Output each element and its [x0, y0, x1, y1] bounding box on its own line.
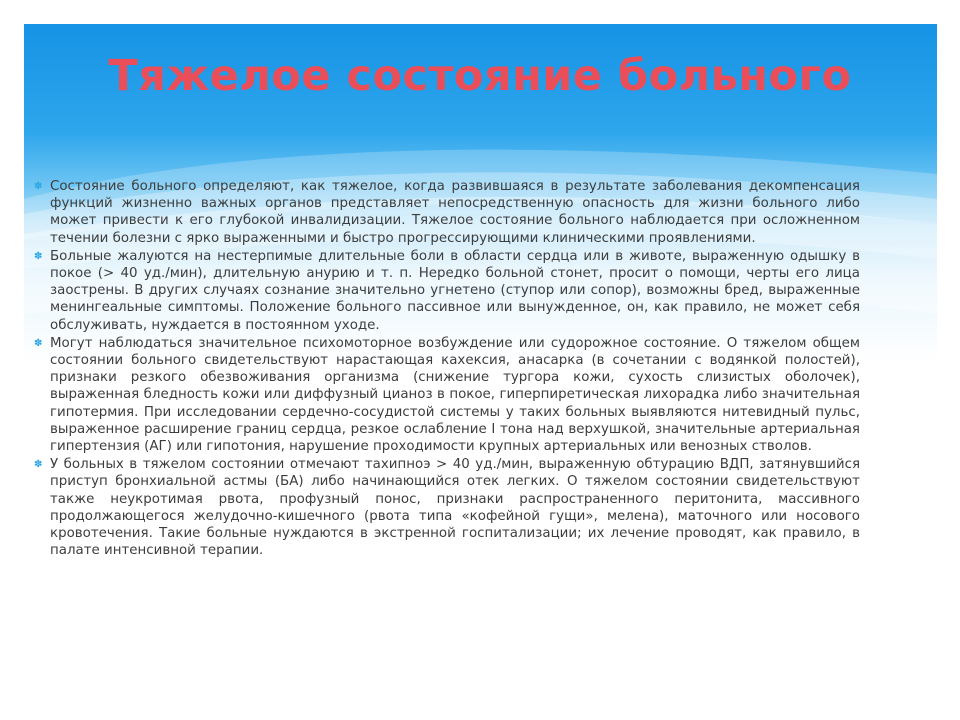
- bullet-list: [34, 178, 860, 560]
- asterisk-bullet-icon: ✽: [34, 181, 43, 192]
- paragraph-text: Могут наблюдаться значительное психомоторное возбуждение или судорожное состояние. О тяжелом общем состоянии больного свидетельствуют нарастающая кахексия, анасарка (в сочетании с водянкой полостей), признаки резкого обезвоживания организма (снижение тургора кожи, сухость слизистых оболочек), выраженная бледность кожи или диффузный цианоз в покое, гиперпиретическая лихорадка либо значительная гипотермия. При исследовании сердечно-сосудистой системы у таких больных выявляются нитевидный пульс, выраженное расширение границ сердца, резкое ослабление I тона над верхушкой, значительные артериальная гипертензия (АГ) или гипотония, нарушение проходимости крупных артериальных или венозных стволов.: [50, 335, 860, 455]
- asterisk-bullet-icon: ✽: [34, 459, 43, 471]
- paragraph-text: Состояние больного определяют, как тяжелое, когда развившаяся в результате заболевания декомпенсация функций жизненно важных органов представляет непосредственную опасность для жизни больного либо может привести к его глубокой инвалидизации. Тяжелое состояние больного наблюдается при осложненном течении болезни с ярко выраженными и быстро прогрессирующими клиническими проявлениями.: [50, 179, 860, 246]
- asterisk-bullet-icon: ✽: [34, 250, 43, 262]
- asterisk-bullet-icon: ✽: [34, 337, 43, 349]
- paragraph-text: У больных в тяжелом состоянии отмечают тахипноэ > 40 уд./мин, выраженную обтурацию ВДП, затянувшийся приступ бронхиальной астмы (БА) либо начинающийся отек легких. О тяжелом состоянии свидетельствуют также неукротимая рвота, профузный понос, признаки распространенного перитонита, массивного продолжающегося желудочно-кишечного (рвота типа «кофейной гущи», мелена), маточного или носового кровотечения. Такие больные нуждаются в экстренной госпитализации; их лечение проводят, как правило, в палате интенсивной терапии.: [50, 457, 860, 559]
- list-item: [34, 335, 860, 455]
- list-item: [34, 178, 860, 247]
- slide-title: Тяжелое состояние больного: [108, 51, 852, 101]
- list-item: [34, 248, 860, 334]
- paragraph-text: Больные жалуются на нестерпимые длительные боли в области сердца или в животе, выраженную одышку в покое (> 40 уд./мин), длительную анурию и т. п. Нередко больной стонет, просит о помощи, черты его лица заострены. В других случаях сознание значительно угнетено (ступор или сопор), возможны бред, выраженные менингеальные симптомы. Положение больного пассивное или вынужденное, он, как правило, не может себя обслуживать, нуждается в постоянном уходе.: [50, 248, 860, 333]
- list-item: [34, 456, 860, 559]
